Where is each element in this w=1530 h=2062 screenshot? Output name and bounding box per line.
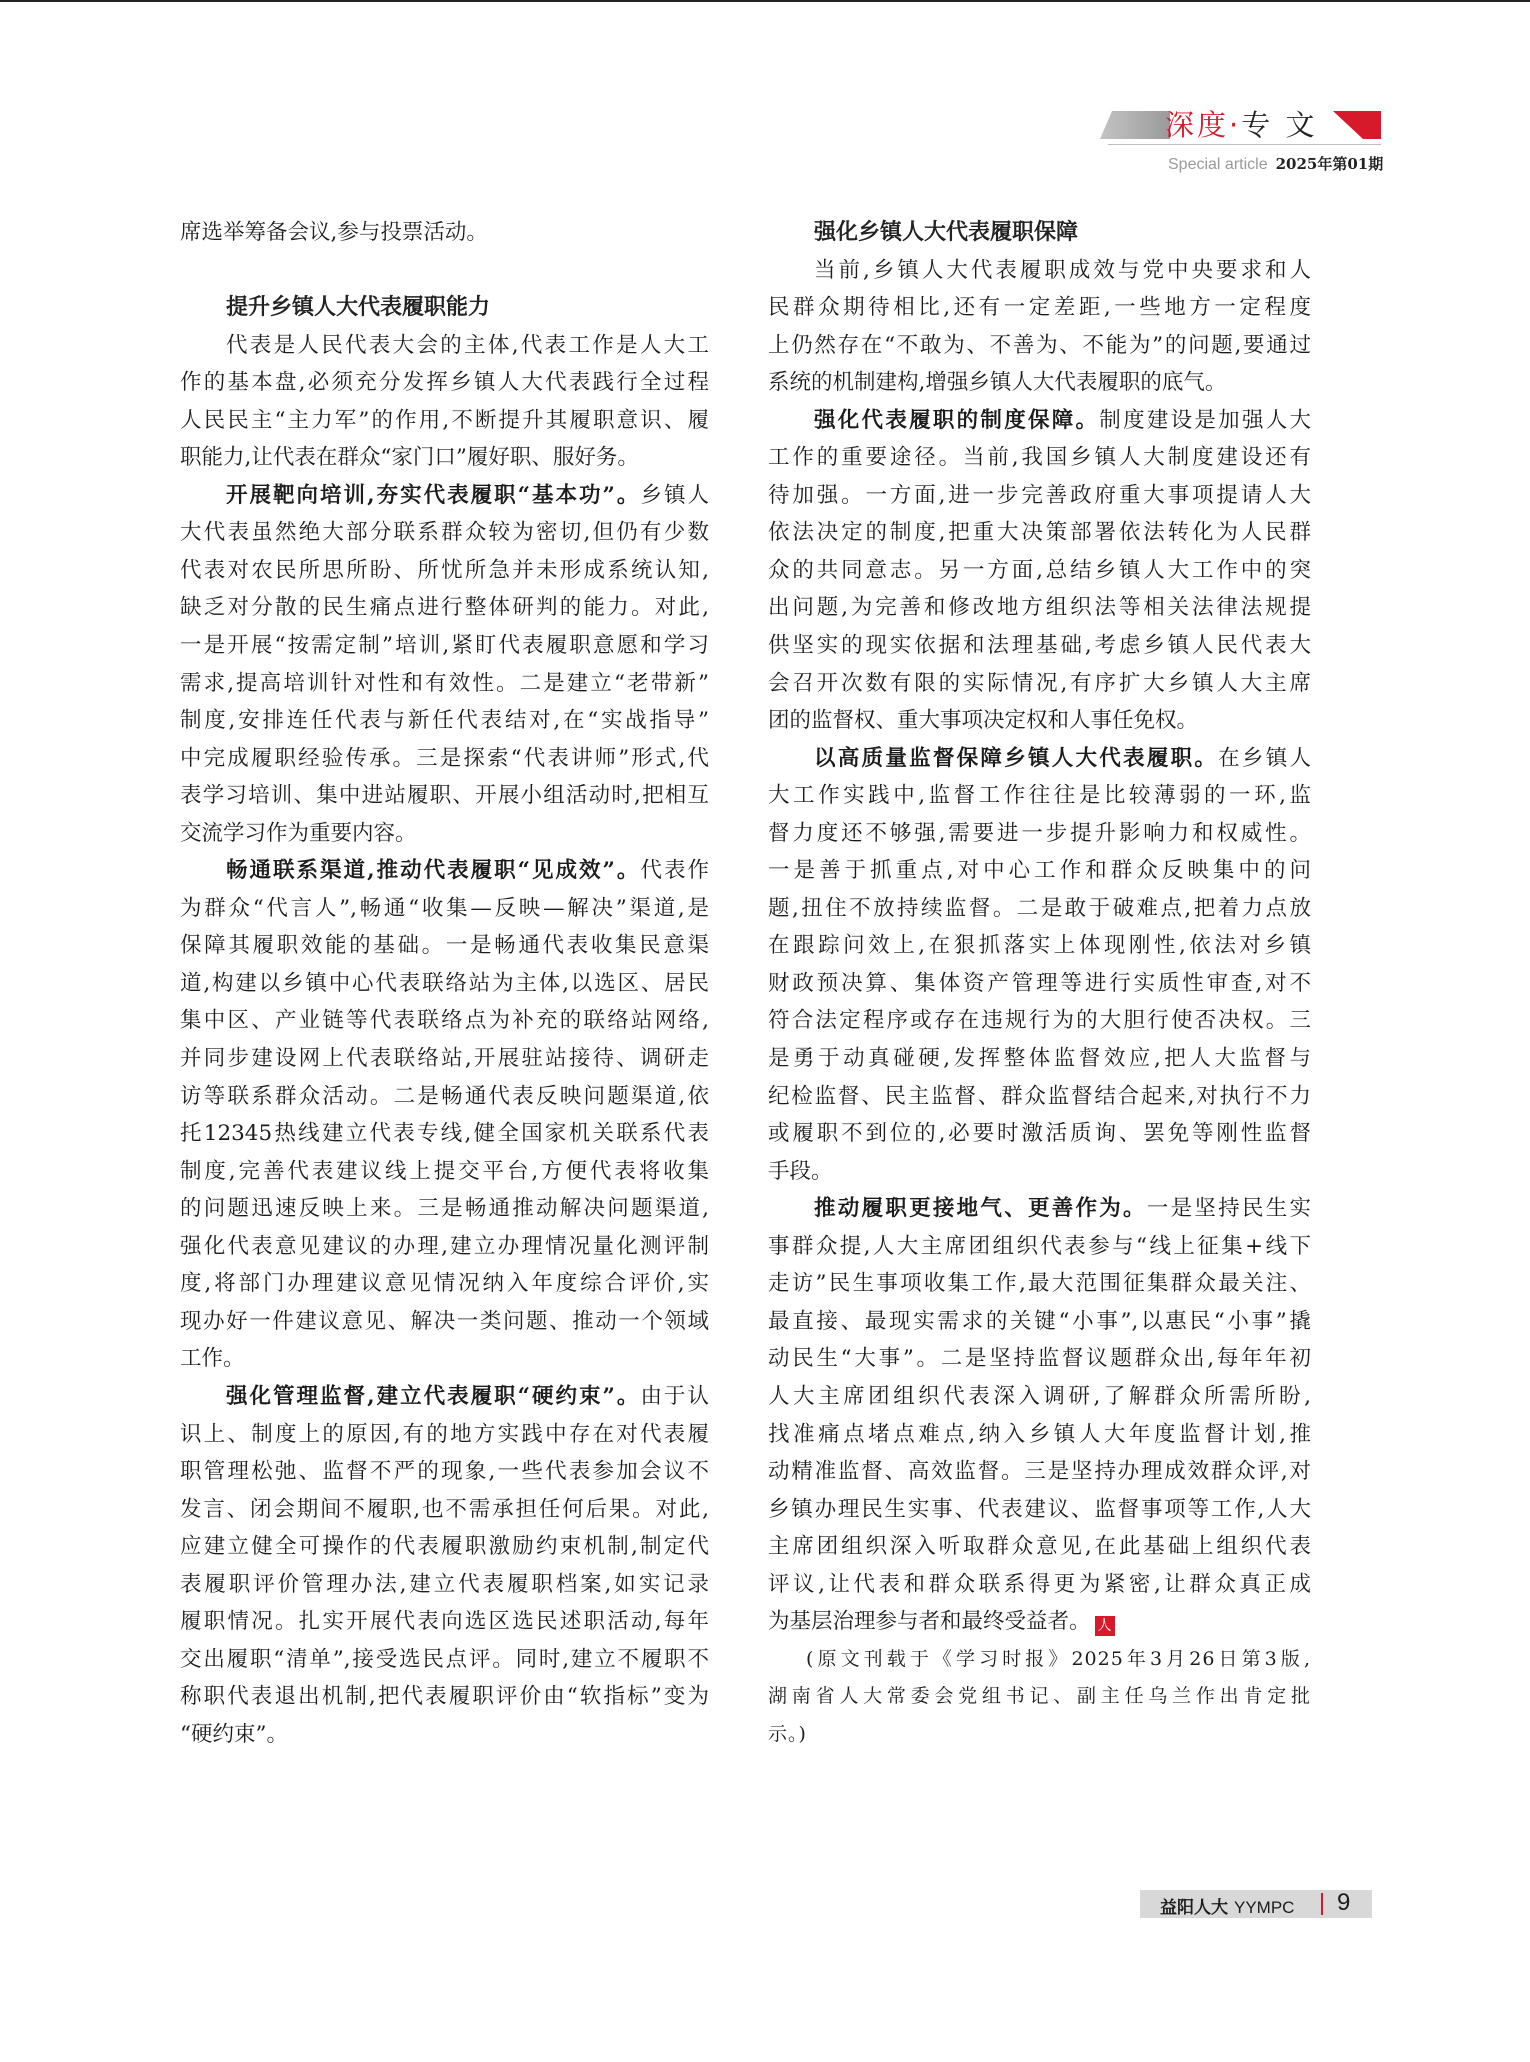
line-text: 并同步建设网上代表联络站,开展驻站接待、调研走 [180, 1046, 709, 1072]
line-text: 表学习培训、集中进站履职、开展小组活动时,把相互 [180, 783, 709, 809]
body-text-line [180, 852, 709, 890]
body-text-line [180, 627, 709, 665]
body-text-line [768, 1528, 1311, 1566]
line-text: 保障其履职效能的基础。一是畅通代表收集民意渠 [180, 933, 709, 959]
line-text: 人民民主“主力军”的作用,不断提升其履职意识、履 [180, 407, 709, 433]
line-text: 职管理松弛、监督不严的现象,一些代表参加会议不 [180, 1459, 709, 1485]
header-subtitle [1168, 153, 1383, 174]
line-text: 督力度还不够强,需要进一步提升影响力和权威性。 [768, 820, 1311, 846]
line-text: 交流学习作为重要内容。 [180, 820, 417, 846]
line-text: 是勇于动真碰硬,发挥整体监督效应,把人大监督与 [768, 1046, 1311, 1072]
body-text-line [180, 1228, 709, 1266]
blank-line [180, 252, 709, 290]
body-text-line [180, 1078, 709, 1116]
section-subtitle-english: Special article [1168, 156, 1268, 173]
line-text: 提升乡镇人大代表履职能力 [226, 295, 491, 321]
paragraph-lead: 畅通联系渠道,推动代表履职“见成效”。 [226, 858, 641, 884]
right-column [768, 214, 1311, 1753]
body-text-line [768, 1228, 1311, 1266]
body-text-line [768, 439, 1311, 477]
line-text: 众的共同意志。另一方面,总结乡镇人大工作中的突 [768, 557, 1311, 583]
body-text-line [180, 1303, 709, 1341]
line-text: 一是坚持民生实 [1146, 1196, 1311, 1222]
body-text-line [180, 1528, 709, 1566]
body-text-line [768, 890, 1311, 928]
body-text-line [180, 1378, 709, 1416]
line-text: 或履职不到位的,必要时激活质询、罢免等刚性监督 [768, 1121, 1311, 1147]
line-text: 系统的机制建构,增强乡镇人大代表履职的底气。 [768, 370, 1227, 396]
body-text-line [180, 777, 709, 815]
source-note-line [768, 1641, 1311, 1679]
body-text-line [180, 589, 709, 627]
paragraph-lead: 以高质量监督保障乡镇人大代表履职。 [814, 745, 1219, 771]
body-text-line [180, 665, 709, 703]
body-text-line [180, 815, 709, 853]
body-text-line [180, 1491, 709, 1529]
body-text-line [180, 1641, 709, 1679]
header-red-tab [1333, 111, 1381, 139]
line-text: 应建立健全可操作的代表履职激励约束机制,制定代 [180, 1534, 709, 1560]
line-text: 民群众期待相比,还有一定差距,一些地方一定程度 [768, 295, 1311, 321]
body-text-line [768, 1153, 1311, 1191]
body-text-line [768, 252, 1311, 290]
body-text-line [180, 1040, 709, 1078]
body-text-line [768, 927, 1311, 965]
paragraph-lead: 强化管理监督,建立代表履职“硬约束”。 [226, 1383, 641, 1409]
line-text: 为基层治理参与者和最终受益者。 [768, 1609, 1091, 1635]
line-text: 表履职评价管理办法,建立代表履职档案,如实记录 [180, 1571, 709, 1597]
issue-number: 2025年第01期 [1275, 155, 1384, 173]
body-text-line [768, 815, 1311, 853]
body-text-line [180, 364, 709, 402]
body-text-line [768, 589, 1311, 627]
line-text: 需求,提高培训针对性和有效性。二是建立“老带新” [180, 670, 709, 696]
line-text: 现办好一件建议意见、解决一类问题、推动一个领域 [180, 1308, 709, 1334]
line-text: 工作。 [180, 1346, 245, 1372]
body-text-line [768, 627, 1311, 665]
line-text: 席选举筹备会议,参与投票活动。 [180, 220, 488, 245]
top-border-line [0, 0, 1530, 2]
line-text: 履职情况。扎实开展代表向选区选民述职活动,每年 [180, 1609, 709, 1635]
body-text-line [768, 514, 1311, 552]
header-rule [1108, 144, 1381, 145]
body-text-line [180, 1453, 709, 1491]
line-text: 强化乡镇人大代表履职保障 [814, 220, 1079, 245]
line-text: 找准痛点堵点难点,纳入乡镇人大年度监督计划,推 [768, 1421, 1311, 1447]
line-text: 手段。 [768, 1158, 833, 1184]
section-title [1165, 103, 1317, 144]
body-text-line [180, 1603, 709, 1641]
line-text: 称职代表退出机制,把代表履职评价由“软指标”变为 [180, 1684, 709, 1710]
line-text: 代表作 [640, 858, 709, 884]
line-text: 会召开次数有限的实际情况,有序扩大乡镇人大主席 [768, 670, 1311, 696]
line-text: 一是善于抓重点,对中心工作和群众反映集中的问 [768, 858, 1311, 884]
body-text-line [180, 514, 709, 552]
body-text-line [768, 1078, 1311, 1116]
body-text-line [768, 1603, 1311, 1641]
magazine-name-chinese: 益阳人大 [1160, 1898, 1228, 1918]
line-text: 动精准监督、高效监督。三是坚持办理成效群众评,对 [768, 1459, 1311, 1485]
page-number: 9 [1337, 1889, 1351, 1916]
left-column [180, 214, 709, 1753]
line-text: 财政预决算、集体资产管理等进行实质性审查,对不 [768, 970, 1311, 996]
line-text: 托12345热线建立代表专线,健全国家机关联系代表 [180, 1121, 709, 1147]
body-text-line [768, 965, 1311, 1003]
line-text: 代表对农民所思所盼、所忧所急并未形成系统认知, [180, 557, 709, 583]
body-text-line [768, 740, 1311, 778]
body-text-line [180, 927, 709, 965]
body-text-line [768, 1303, 1311, 1341]
line-text: 一是开展“按需定制”培训,紧盯代表履职意愿和学习 [180, 633, 709, 659]
body-text-line [768, 1453, 1311, 1491]
line-text: 团的监督权、重大事项决定权和人事任免权。 [768, 708, 1199, 734]
body-text-line [180, 327, 709, 365]
line-text: 道,构建以乡镇中心代表联络站为主体,以选区、居民 [180, 970, 709, 996]
body-text-line [180, 214, 709, 252]
line-text: 发言、闭会期间不履职,也不需承担任何后果。对此, [180, 1496, 709, 1522]
body-text-line [768, 1265, 1311, 1303]
line-text: 待加强。一方面,进一步完善政府重大事项提请人大 [768, 482, 1311, 508]
body-text-line [180, 1190, 709, 1228]
line-text: 强化代表意见建议的办理,建立办理情况量化测评制 [180, 1233, 709, 1259]
body-text-line [180, 1716, 709, 1754]
body-text-line [768, 1002, 1311, 1040]
body-text-line [768, 477, 1311, 515]
body-text-line [180, 477, 709, 515]
body-text-line [768, 1416, 1311, 1454]
line-text: (原文刊载于《学习时报》2025年3月26日第3版, [806, 1647, 1311, 1670]
body-text-line [180, 702, 709, 740]
line-text: 作的基本盘,必须充分发挥乡镇人大代表践行全过程 [180, 370, 709, 396]
body-text-line [180, 1115, 709, 1153]
end-of-article-icon: 人 [1095, 1616, 1115, 1636]
magazine-name-english: YYMPC [1234, 1898, 1295, 1917]
body-text-line [768, 1491, 1311, 1529]
line-text: 访等联系群众活动。二是畅通代表反映问题渠道,依 [180, 1083, 709, 1109]
line-text: 乡镇办理民生实事、代表建议、监督事项等工作,人大 [768, 1496, 1311, 1522]
line-text: 制度建设是加强人大 [1099, 407, 1311, 433]
header-gray-tab [1100, 111, 1170, 139]
line-text: 代表是人民代表大会的主体,代表工作是人大工 [226, 332, 709, 358]
line-text: 最直接、最现实需求的关键“小事”,以惠民“小事”撬 [768, 1308, 1311, 1334]
body-text-line [768, 402, 1311, 440]
body-text-line [180, 740, 709, 778]
source-note-line [768, 1716, 1311, 1754]
body-text-line [768, 1566, 1311, 1604]
body-text-line [180, 890, 709, 928]
body-text-line [180, 402, 709, 440]
body-text-line [768, 777, 1311, 815]
paragraph-lead: 开展靶向培训,夯实代表履职“基本功”。 [226, 482, 641, 508]
body-text-line [180, 1153, 709, 1191]
body-text-line [180, 1002, 709, 1040]
paragraph-lead: 强化代表履职的制度保障。 [814, 407, 1100, 433]
line-text: 动民生“大事”。二是坚持监督议题群众出,每年年初 [768, 1346, 1311, 1372]
line-text: 当前,乡镇人大代表履职成效与党中央要求和人 [814, 257, 1311, 283]
line-text: 上仍然存在“不敢为、不善为、不能为”的问题,要通过 [768, 332, 1311, 358]
body-text-line [180, 552, 709, 590]
section-heading [768, 214, 1311, 252]
line-text: 制度,安排连任代表与新任代表结对,在“实战指导” [180, 708, 709, 734]
body-text-line [768, 1340, 1311, 1378]
line-text: 评议,让代表和群众联系得更为紧密,让群众真正成 [768, 1571, 1311, 1597]
line-text: 供坚实的现实依据和法理基础,考虑乡镇人民代表大 [768, 633, 1311, 659]
footer-magazine-name [1160, 1893, 1294, 1918]
section-title-depth: 深度 [1165, 108, 1230, 142]
line-text: 题,扭住不放持续监督。二是敢于破难点,把着力点放 [768, 895, 1311, 921]
line-text: “硬约束”。 [180, 1721, 288, 1747]
line-text: 为群众“代言人”,畅通“收集—反映—解决”渠道,是 [180, 895, 709, 921]
line-text: 事群众提,人大主席团组织代表参与“线上征集+线下 [768, 1233, 1311, 1259]
body-text-line [768, 327, 1311, 365]
line-text: 交出履职“清单”,接受选民点评。同时,建立不履职不 [180, 1646, 709, 1672]
line-text: 工作的重要途径。当前,我国乡镇人大制度建设还有 [768, 445, 1311, 471]
line-text: 纪检监督、民主监督、群众监督结合起来,对执行不力 [768, 1083, 1311, 1109]
line-text: 出问题,为完善和修改地方组织法等相关法律法规提 [768, 595, 1311, 621]
section-title-article: 专 文 [1241, 108, 1318, 142]
body-text-line [180, 1416, 709, 1454]
line-text: 主席团组织深入听取群众意见,在此基础上组织代表 [768, 1534, 1311, 1560]
line-text: 集中区、产业链等代表联络点为补充的联络站网络, [180, 1008, 709, 1034]
body-text-line [768, 364, 1311, 402]
body-text-line [768, 665, 1311, 703]
line-text: 依法决定的制度,把重大决策部署依法转化为人民群 [768, 520, 1311, 546]
body-text-line [768, 1190, 1311, 1228]
line-text: 制度,完善代表建议线上提交平台,方便代表将收集 [180, 1158, 709, 1184]
body-text-line [180, 1678, 709, 1716]
line-text: 符合法定程序或存在违规行为的大胆行使否决权。三 [768, 1008, 1311, 1034]
line-text: 的问题迅速反映上来。三是畅通推动解决问题渠道, [180, 1196, 709, 1222]
line-text: 在跟踪问效上,在狠抓落实上体现刚性,依法对乡镇 [768, 933, 1311, 959]
body-text-line [768, 289, 1311, 327]
line-text: 由于认 [640, 1383, 709, 1409]
body-text-line [180, 965, 709, 1003]
body-text-line [180, 1566, 709, 1604]
body-text-line [768, 852, 1311, 890]
line-text: 中完成履职经验传承。三是探索“代表讲师”形式,代 [180, 745, 709, 771]
line-text: 大工作实践中,监督工作往往是比较薄弱的一环,监 [768, 783, 1311, 809]
line-text: 走访”民生事项收集工作,最大范围征集群众最关注、 [768, 1271, 1311, 1297]
line-text: 湖南省人大常委会党组书记、副主任乌兰作出肯定批 [768, 1685, 1311, 1708]
line-text: 职能力,让代表在群众“家门口”履好职、服好务。 [180, 445, 639, 471]
line-text: 识上、制度上的原因,有的地方实践中存在对代表履 [180, 1421, 709, 1447]
paragraph-lead: 推动履职更接地气、更善作为。 [814, 1196, 1147, 1222]
line-text: 乡镇人 [640, 482, 709, 508]
line-text: 缺乏对分散的民生痛点进行整体研判的能力。对此, [180, 595, 709, 621]
body-text-line [768, 1378, 1311, 1416]
section-title-dot: · [1229, 108, 1242, 142]
line-text: 人大主席团组织代表深入调研,了解群众所需所盼, [768, 1383, 1311, 1409]
body-text-line [180, 1340, 709, 1378]
line-text: 示。) [768, 1722, 807, 1745]
body-text-line [768, 1040, 1311, 1078]
body-text-line [180, 439, 709, 477]
section-heading [180, 289, 709, 327]
body-text-line [768, 1115, 1311, 1153]
body-text-line [180, 1265, 709, 1303]
line-text: 在乡镇人 [1218, 745, 1311, 771]
source-note-line [768, 1678, 1311, 1716]
body-text-line [768, 702, 1311, 740]
footer-separator [1321, 1893, 1323, 1915]
line-text: 大代表虽然绝大部分联系群众较为密切,但仍有少数 [180, 520, 709, 546]
body-text-line [768, 552, 1311, 590]
line-text: 度,将部门办理建议意见情况纳入年度综合评价,实 [180, 1271, 709, 1297]
